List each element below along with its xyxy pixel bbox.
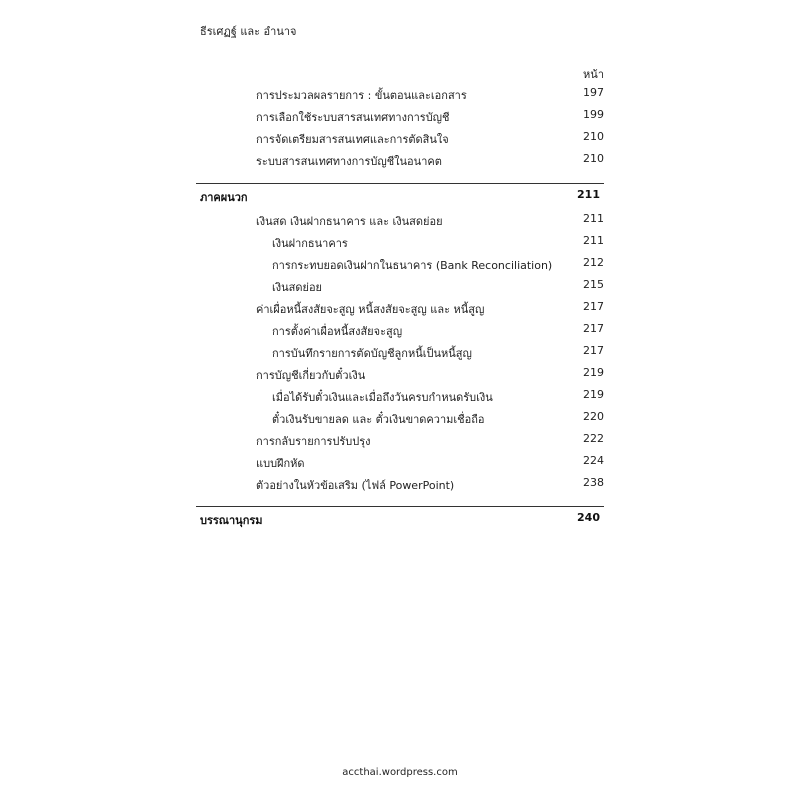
toc-entry-title: การตั้งค่าเผื่อหนี้สงสัยจะสูญ xyxy=(272,325,403,338)
toc-entry-title: เงินฝากธนาคาร xyxy=(272,237,348,250)
toc-entry-page: 210 xyxy=(583,130,604,143)
toc-entry-page: 220 xyxy=(583,410,604,423)
toc-entry-page: 238 xyxy=(583,476,604,489)
toc-entry-page: 217 xyxy=(583,300,604,313)
section-appendix-label: ภาคผนวก xyxy=(200,191,248,204)
toc-entry-title: การบันทึกรายการตัดบัญชีลูกหนี้เป็นหนี้สูญ xyxy=(272,347,472,360)
toc-entry-page: 219 xyxy=(583,366,604,379)
toc-entry-page: 211 xyxy=(583,234,604,247)
toc-entry-page: 197 xyxy=(583,86,604,99)
toc-entry-page: 199 xyxy=(583,108,604,121)
toc-entry-page: 217 xyxy=(583,344,604,357)
running-head: ธีรเศฏฐ์ และ อำนาจ xyxy=(200,25,297,38)
toc-entry-title: เมื่อได้รับตั๋วเงินและเมื่อถึงวันครบกำหนดรับเงิน xyxy=(272,391,493,404)
toc-entry-title: ตัวอย่างในหัวข้อเสริม (ไฟล์ PowerPoint) xyxy=(256,479,455,492)
toc-entry-page: 217 xyxy=(583,322,604,335)
footer-url: accthai.wordpress.com xyxy=(342,767,458,778)
toc-entry-title: เงินสด เงินฝากธนาคาร และ เงินสดย่อย xyxy=(256,215,443,228)
toc-entry-title: การเลือกใช้ระบบสารสนเทศทางการบัญชี xyxy=(256,111,450,124)
page-column-label: หน้า xyxy=(583,68,604,81)
toc-entry-title: ค่าเผื่อหนี้สงสัยจะสูญ หนี้สงสัยจะสูญ และ หนี้สูญ xyxy=(256,303,485,316)
toc-entry-title: ตั๋วเงินรับขายลด และ ตั๋วเงินขาดความเชื่อถือ xyxy=(272,413,485,426)
toc-entry-title: การบัญชีเกี่ยวกับตั๋วเงิน xyxy=(256,369,366,382)
section-appendix-page: 211 xyxy=(577,188,600,201)
toc-entry-page: 224 xyxy=(583,454,604,467)
section-appendix xyxy=(196,183,604,206)
toc-entry-page: 219 xyxy=(583,388,604,401)
toc-entry-title: เงินสดย่อย xyxy=(272,281,323,294)
toc-entry-page: 215 xyxy=(583,278,604,291)
toc-entry-page: 212 xyxy=(583,256,604,269)
section-bibliography-page: 240 xyxy=(577,511,600,524)
toc-entry-title: แบบฝึกหัด xyxy=(256,457,305,470)
toc-entry-title: การกลับรายการปรับปรุง xyxy=(256,435,371,448)
section-bibliography-label: บรรณานุกรม xyxy=(200,514,263,527)
toc-entry-page: 222 xyxy=(583,432,604,445)
toc-entry-title: การประมวลผลรายการ : ขั้นตอนและเอกสาร xyxy=(256,89,467,102)
section-bibliography xyxy=(196,506,604,529)
toc-entry-title: การกระทบยอดเงินฝากในธนาคาร (Bank Reconciliation) xyxy=(272,259,553,272)
toc-entry-page: 211 xyxy=(583,212,604,225)
toc-entry-page: 210 xyxy=(583,152,604,165)
toc-entry-title: ระบบสารสนเทศทางการบัญชีในอนาคต xyxy=(256,155,442,168)
toc-entry-title: การจัดเตรียมสารสนเทศและการตัดสินใจ xyxy=(256,133,449,146)
